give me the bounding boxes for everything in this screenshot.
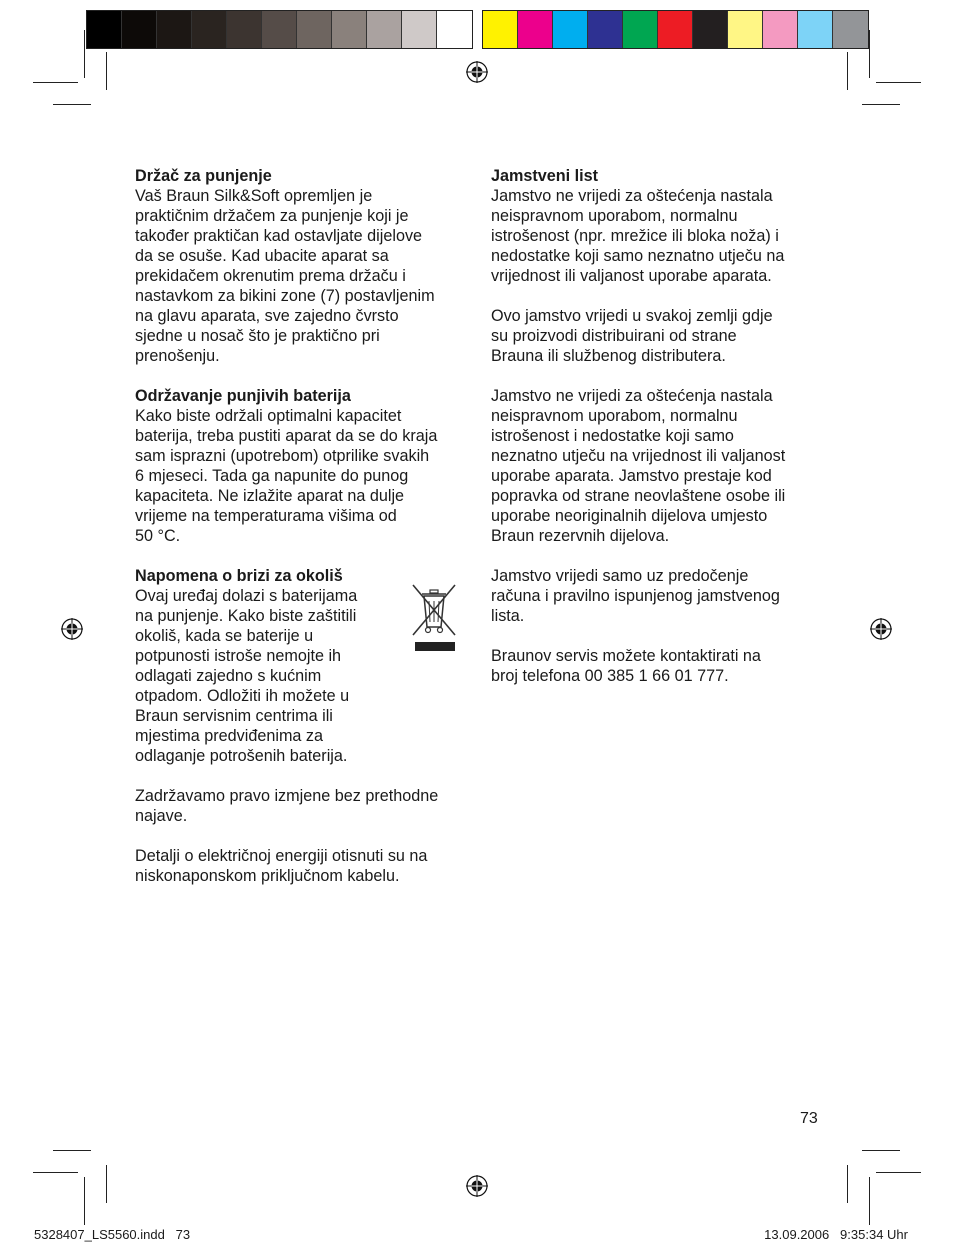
registration-mark-icon xyxy=(61,618,83,640)
crop-mark xyxy=(33,1172,78,1173)
grayscale-calibration-bar xyxy=(86,10,473,49)
paragraph: Detalji o električnoj energiji otisnuti su na niskonaponskom priključnom kabelu. xyxy=(135,847,428,885)
color-swatch xyxy=(402,11,437,48)
crop-mark xyxy=(106,52,107,90)
section-electrical-details xyxy=(135,846,470,886)
section-warranty-exclusions xyxy=(491,386,831,546)
section-charging-stand xyxy=(135,166,470,366)
color-swatch xyxy=(122,11,157,48)
paragraph: Ovo jamstvo vrijedi u svakoj zemlji gdje su proizvodi distribuirani od strane Brauna ili službenog distributera. xyxy=(491,307,773,365)
color-swatch xyxy=(728,11,763,48)
footer-filename: 5328407_LS5560.indd 73 xyxy=(34,1227,191,1242)
section-warranty xyxy=(491,166,831,286)
color-swatch xyxy=(227,11,262,48)
paragraph: Braunov servis možete kontaktirati na broj telefona 00 385 1 66 01 777. xyxy=(491,647,761,685)
section-body: Kako biste održali optimalni kapacitet baterija, treba pustiti aparat da se do kraja sam isprazni (upotrebom) otprilike svakih 6 mjeseci. Tada ga napunite do punog kapaciteta. Ne izlažite aparat na dulje vrijeme na temperaturama višima od 50 °C. xyxy=(135,407,438,545)
color-swatch xyxy=(763,11,798,48)
color-swatch xyxy=(332,11,367,48)
section-heading: Jamstveni list xyxy=(491,167,599,185)
section-heading: Držač za punjenje xyxy=(135,167,272,185)
color-swatch xyxy=(437,11,472,48)
color-calibration-bar xyxy=(482,10,869,49)
section-heading: Održavanje punjivih baterija xyxy=(135,387,351,405)
color-swatch xyxy=(157,11,192,48)
section-warranty-receipt xyxy=(491,566,831,626)
paragraph: Zadržavamo pravo izmjene bez prethodne najave. xyxy=(135,787,439,825)
color-swatch xyxy=(658,11,693,48)
footer-timestamp: 13.09.2006 9:35:34 Uhr xyxy=(764,1227,908,1242)
right-column xyxy=(491,166,831,706)
section-heading: Napomena o brizi za okoliš xyxy=(135,567,343,585)
crop-mark xyxy=(33,82,78,83)
color-swatch xyxy=(798,11,833,48)
crop-mark xyxy=(876,1172,921,1173)
crop-mark xyxy=(106,1165,107,1203)
crop-mark xyxy=(876,82,921,83)
crossed-out-wheelie-bin-icon xyxy=(409,583,459,655)
registration-mark-icon xyxy=(466,61,488,83)
crop-mark xyxy=(847,52,848,90)
section-service-contact xyxy=(491,646,831,686)
color-swatch xyxy=(588,11,623,48)
section-rights-reserved xyxy=(135,786,470,826)
section-battery-care xyxy=(135,386,470,546)
section-body: Jamstvo ne vrijedi za oštećenja nastala neispravnom uporabom, normalnu istrošenost (npr. mrežice ili bloka noža) i nedostatke koji samo neznatno utječu na vrijednost ili valjanost uporabe aparata. xyxy=(491,187,785,285)
registration-mark-icon xyxy=(870,618,892,640)
section-body: Vaš Braun Silk&Soft opremljen je praktičnim držačem za punjenje koji je također praktičan kad ostavljate dijelove da se osuše. Kad ubacite aparat sa prekidačem okrenutim prema držaču i nastavkom za bikini zone (7) postavljenim na glavu aparata, sve zajedno čvrsto sjedne u nosač što je praktično pri prenošenju. xyxy=(135,187,435,365)
color-swatch xyxy=(693,11,728,48)
color-swatch xyxy=(87,11,122,48)
crop-mark xyxy=(869,30,870,78)
section-warranty-countries xyxy=(491,306,831,366)
color-swatch xyxy=(367,11,402,48)
color-swatch xyxy=(833,11,868,48)
crop-mark xyxy=(869,1177,870,1225)
color-swatch xyxy=(553,11,588,48)
paragraph: Jamstvo ne vrijedi za oštećenja nastala neispravnom uporabom, normalnu istrošenost i nedostatke koji samo neznatno utječu na vrijednost ili valjanost uporabe aparata. Jamstvo prestaje kod popravka od strane neovlaštene osobe ili uporabe neoriginalnih dijelova umjesto Braun rezervnih dijelova. xyxy=(491,387,786,545)
paragraph: Jamstvo vrijedi samo uz predočenje računa i pravilno ispunjenog jamstvenog lista. xyxy=(491,567,780,625)
color-swatch xyxy=(483,11,518,48)
crop-mark xyxy=(862,1150,900,1151)
color-swatch xyxy=(518,11,553,48)
crop-mark xyxy=(862,104,900,105)
registration-mark-icon xyxy=(466,1175,488,1197)
crop-mark xyxy=(53,104,91,105)
color-swatch xyxy=(262,11,297,48)
color-swatch xyxy=(623,11,658,48)
crop-mark xyxy=(84,1177,85,1225)
color-swatch xyxy=(297,11,332,48)
crop-mark xyxy=(847,1165,848,1203)
page-number: 73 xyxy=(800,1110,818,1127)
crop-mark xyxy=(84,30,85,78)
left-column xyxy=(135,166,470,906)
crop-mark xyxy=(53,1150,91,1151)
color-swatch xyxy=(192,11,227,48)
section-body: Ovaj uređaj dolazi s baterijama na punjenje. Kako biste zaštitili okoliš, kada se baterije u potpunosti istroše nemojte ih odlagati zajedno s kućnim otpadom. Odložiti ih možete u Braun servisnim centrima ili mjestima predviđenima za odlaganje potrošenih baterija. xyxy=(135,587,358,765)
